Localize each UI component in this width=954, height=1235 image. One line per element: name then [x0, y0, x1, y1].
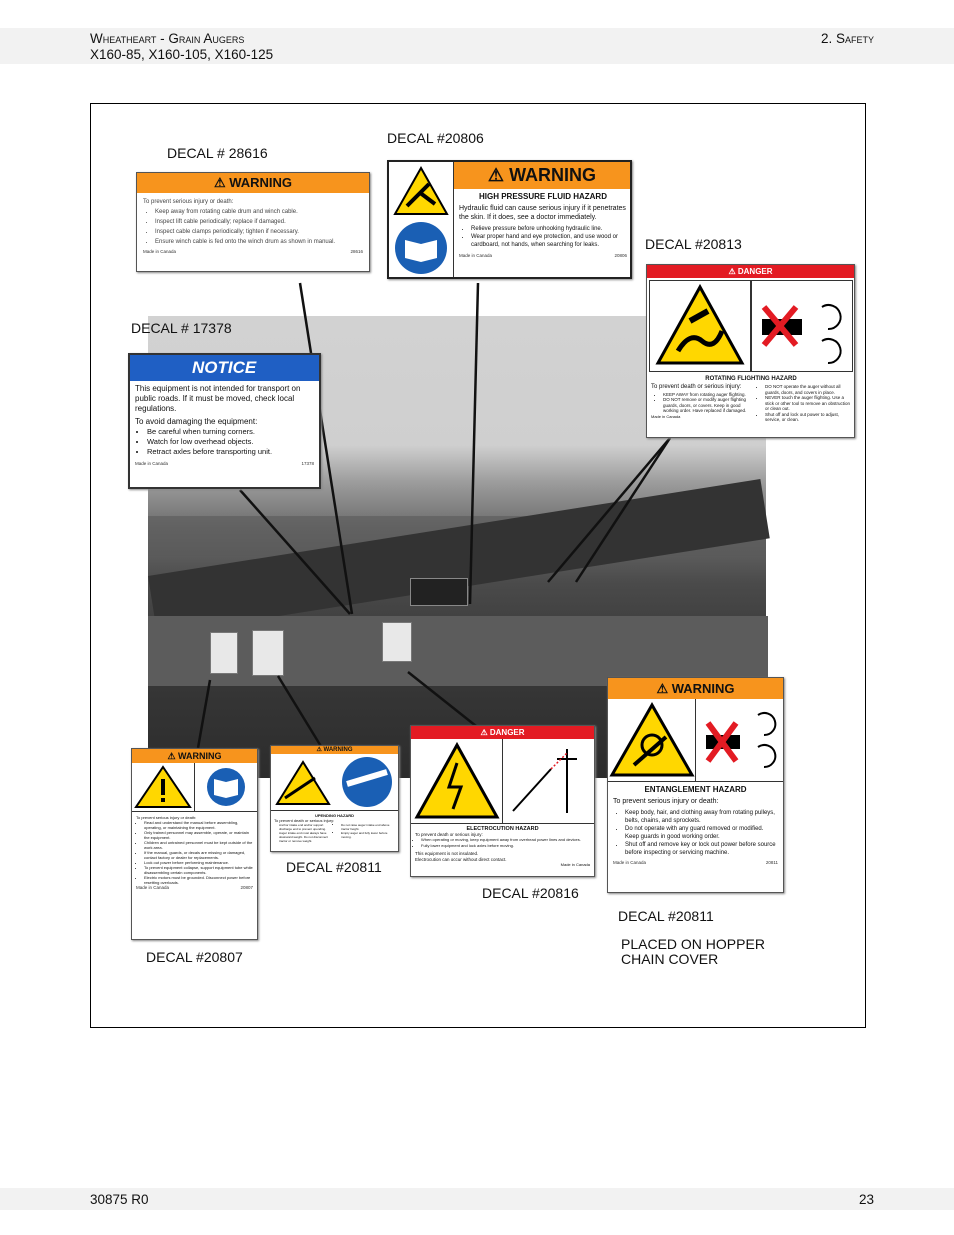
- signal-word: WARNING: [323, 747, 353, 753]
- decal-20811-entanglement: [607, 677, 784, 893]
- decal-intro: To prevent death or serious injury:: [415, 832, 483, 837]
- made-in: Made in Canada: [143, 249, 177, 254]
- decal-item: • Electric motors must be grounded. Disconnect power before resetting overloads.: [144, 875, 253, 885]
- label-decal-20807: DECAL #20807: [146, 949, 243, 965]
- decal-item: • Anchor intake end and/or support discharge end to prevent upending.: [279, 823, 333, 831]
- decal-signal-bar: ⚠ WARNING: [608, 678, 783, 699]
- decal-signal-bar: ⚠ DANGER: [411, 726, 594, 739]
- made-in: Made in Canada: [560, 862, 590, 867]
- signal-word: WARNING: [671, 681, 735, 696]
- decal-item: • Relieve pressure before unhooking hydraulic line.: [471, 225, 627, 233]
- decal-number: 20807: [240, 885, 253, 890]
- entanglement-icon: [608, 699, 695, 781]
- signal-word: WARNING: [229, 175, 293, 190]
- decal-item: • DO NOT remove or modify auger flighting guards, doors, or covers. Keep in good working order. Have replaced if damaged.: [663, 397, 749, 414]
- decal-item: • Only trained personnel may assemble, operate, or maintain the equipment.: [144, 830, 253, 840]
- label-decal-20811-b: DECAL #20811: [618, 908, 714, 924]
- decal-item: • Shut off and lock out power to adjust, service, or clean.: [765, 412, 851, 423]
- hazard-title: HIGH PRESSURE FLUID HAZARD: [478, 192, 607, 201]
- decal-intro: To prevent serious injury or death:: [136, 815, 197, 820]
- decal-28616: [136, 172, 370, 272]
- read-manual-icon: [393, 220, 449, 276]
- decal-item: • Be careful when turning corners.: [147, 427, 314, 437]
- upending-icon: [271, 754, 335, 810]
- pictogram-column: [389, 162, 454, 277]
- decal-item: • Retract axles before transporting unit.: [147, 447, 314, 457]
- no-reach-icon: [752, 281, 852, 371]
- decal-intro: To prevent serious injury or death:: [613, 798, 719, 805]
- decal-item: • To prevent equipment collapse, support equipment tube while disassembling certain components.: [144, 865, 253, 875]
- label-placement-line2: CHAIN COVER: [621, 951, 719, 967]
- rotating-flighting-pictogram: [649, 280, 751, 372]
- power-line-icon: [502, 739, 594, 823]
- no-hands-icon: [695, 699, 783, 781]
- header-models: X160-85, X160-105, X160-125: [90, 47, 274, 62]
- label-decal-20813: DECAL #20813: [645, 236, 742, 252]
- decal-item: • Lock out power before performing maintenance.: [144, 860, 253, 865]
- decal-item: • Do not operate with any guard removed or modified. Keep guards in good working order.: [625, 825, 778, 841]
- decal-signal-bar: ⚠ WARNING: [271, 746, 398, 754]
- general-warning-icon: [132, 763, 194, 811]
- no-hands-pictogram: [751, 280, 853, 372]
- decal-item: • Empty auger and fully lower before moving.: [341, 831, 395, 839]
- hazard-title: ELECTROCUTION HAZARD: [466, 826, 539, 832]
- decal-20816: [410, 725, 595, 877]
- decal-intro: To prevent death or serious injury:: [274, 818, 335, 823]
- hazard-body: Hydraulic fluid can cause serious injury if it penetrates the skin. If it does, see a doctor immediately.: [459, 205, 626, 221]
- decal-item: • Do not raise auger intake end above tractor height.: [341, 823, 395, 831]
- label-decal-20806: DECAL #20806: [387, 130, 484, 146]
- decal-item: • KEEP AWAY from rotating auger flighting.: [663, 392, 749, 398]
- decal-signal-bar: ⚠ WARNING: [454, 162, 630, 189]
- decal-item: • Keep body, hair, and clothing away from rotating pulleys, belts, chains, and sprockets.: [625, 809, 778, 825]
- decal-item: • DO NOT operate the auger without all guards, doors, and covers in place.: [765, 384, 851, 395]
- made-in: Made in Canada: [651, 413, 681, 419]
- made-in: Made in Canada: [135, 461, 169, 466]
- decal-17378: [128, 353, 321, 489]
- decal-20806: [387, 160, 632, 279]
- decal-signal-bar: ⚠ WARNING: [137, 173, 369, 193]
- decal-signal-bar: ⚠ DANGER: [647, 265, 854, 278]
- decal-signal-bar: [130, 355, 319, 381]
- hazard-title: ENTANGLEMENT HAZARD: [644, 785, 747, 794]
- decal-item: • Watch for low overhead objects.: [147, 437, 314, 447]
- decal-item: • Ensure winch cable is fed onto the winch drum as shown in manual.: [155, 237, 363, 247]
- decal-number: 20806: [614, 253, 627, 258]
- header-title: Wheatheart - Grain Augers: [90, 31, 245, 46]
- electrocution-icon: [411, 739, 502, 823]
- decal-item: • If the manual, guards, or decals are missing or damaged, contact factory or dealer for replacements.: [144, 850, 253, 860]
- made-in: Made in Canada: [613, 860, 647, 865]
- electrocution-note-2: Electrocution can occur without direct contact.: [415, 856, 507, 862]
- decal-20811-upending: [270, 745, 399, 852]
- decal-signal-bar: ⚠ WARNING: [132, 749, 257, 763]
- decal-20807: [131, 748, 258, 940]
- hazard-title: ROTATING FLIGHTING HAZARD: [705, 376, 797, 382]
- decal-item: • Fully lower equipment and lock axles before moving.: [421, 843, 590, 849]
- made-in: Made in Canada: [459, 253, 493, 258]
- decal-item: • Inspect cable clamps periodically; tighten if necessary.: [155, 227, 363, 237]
- decal-item: • Wear proper hand and eye protection, and use wood or cardboard, not hands, when searching for leaks.: [471, 233, 627, 249]
- decal-item: • Shut off and remove key or lock out power before source before inspecting or servicing machine.: [625, 841, 778, 857]
- label-decal-28616: DECAL # 28616: [167, 145, 268, 161]
- header-section: 2. Safety: [820, 31, 874, 46]
- decal-number: 28616: [350, 249, 363, 254]
- label-decal-20811-a: DECAL #20811: [286, 859, 382, 875]
- signal-word: DANGER: [489, 728, 525, 737]
- decal-intro: To avoid damaging the equipment:: [135, 417, 258, 426]
- signal-word: NOTICE: [192, 358, 257, 377]
- decal-intro: To prevent serious injury or death:: [143, 199, 234, 205]
- signal-word: WARNING: [509, 165, 597, 185]
- decal-item: • When operating or moving, keep equipment away from overhead power lines and devices.: [421, 837, 590, 843]
- electrocution-note-1: This equipment is not insulated.: [415, 851, 479, 856]
- signal-word: DANGER: [737, 267, 773, 276]
- decal-number: 17378: [301, 461, 314, 466]
- hazard-title: UPENDING HAZARD: [314, 813, 355, 818]
- decal-number: 20811: [765, 860, 778, 865]
- decal-item: • NEVER touch the auger flighting. Use a stick or other tool to remove an obstruction or clean out.: [765, 395, 851, 412]
- decal-intro: To prevent death or serious injury:: [651, 384, 742, 390]
- notice-body: This equipment is not intended for transport on public roads. If it must be moved, check local regulations.: [135, 384, 301, 413]
- signal-word: WARNING: [178, 751, 222, 761]
- decal-item: • Read and understand the manual before assembling, operating, or maintaining the equipment.: [144, 820, 253, 830]
- footer-doc-id: 30875 R0: [90, 1192, 149, 1207]
- label-placement-line1: PLACED ON HOPPER: [621, 936, 765, 952]
- made-in: Made in Canada: [136, 885, 170, 890]
- rotating-auger-icon: [650, 281, 750, 371]
- decal-item: • Keep away from rotating cable drum and winch cable.: [155, 207, 363, 217]
- anchor-auger-icon: [335, 754, 399, 810]
- footer-page-number: 23: [858, 1192, 874, 1207]
- read-manual-icon: [194, 763, 257, 811]
- decal-item: • Auger intake end must always have downward weight. Do not disconnect tractor or remove weight.: [279, 831, 333, 843]
- label-decal-20816: DECAL #20816: [482, 885, 579, 901]
- label-decal-17378: DECAL # 17378: [131, 320, 232, 336]
- decal-item: • Children and untrained personnel must be kept outside of the work area.: [144, 840, 253, 850]
- decal-item: • Inspect lift cable periodically; replace if damaged.: [155, 217, 363, 227]
- decal-20813: [646, 264, 855, 438]
